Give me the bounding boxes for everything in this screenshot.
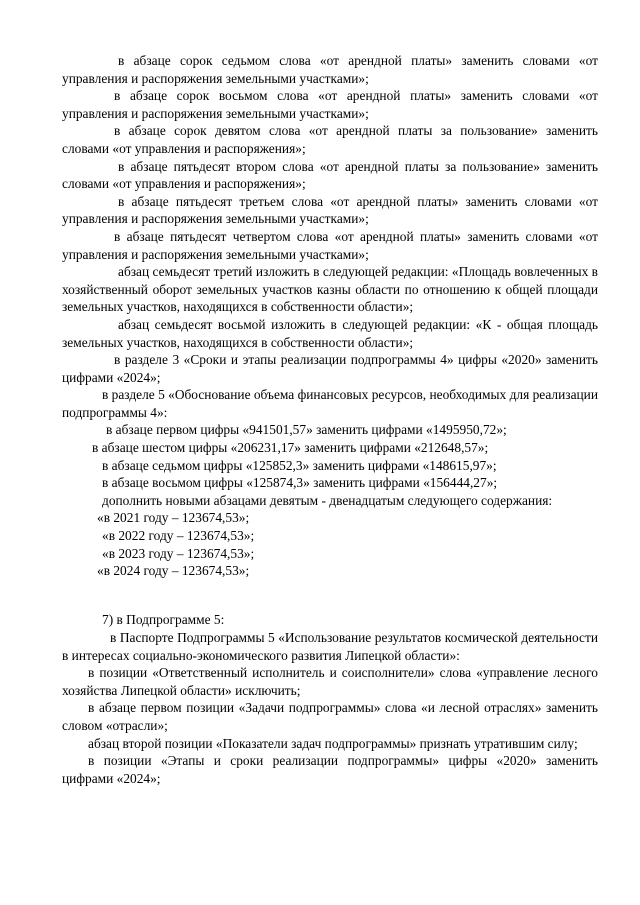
quote-line: «в 2021 году – 123674,53»;: [97, 510, 250, 526]
quote-line: «в 2023 году – 123674,53»;: [102, 545, 255, 561]
section-heading: 7) в Подпрограмме 5:: [102, 612, 225, 628]
paragraph: в абзаце сорок седьмом слова «от арендной платы» заменить словами «от управления и распоряжения земельными участками»;: [62, 53, 598, 86]
paragraph: в абзаце первом позиции «Задачи подпрограммы» слова «и лесной отраслях» заменить словом «отрасли»;: [62, 700, 598, 733]
paragraph: в абзаце первом цифры «941501,57» заменить цифрами «1495950,72»;: [106, 422, 507, 438]
paragraph: в разделе 3 «Сроки и этапы реализации подпрограммы 4» цифры «2020» заменить цифрами «2024»;: [62, 352, 598, 385]
paragraph: в Паспорте Подпрограммы 5 «Использование результатов космической деятельности в интересах социально-экономического развития Липецкой области»:: [62, 630, 598, 663]
spacer: [62, 597, 598, 611]
paragraph: абзац второй позиции «Показатели задач подпрограммы» признать утратившим силу;: [88, 735, 578, 751]
spacer: [62, 580, 598, 598]
paragraph: в абзаце седьмом цифры «125852,3» заменить цифрами «148615,97»;: [102, 457, 497, 473]
paragraph: в абзаце пятьдесят третьем слова «от арендной платы» заменить словами «от управления и распоряжения земельными участками»;: [62, 193, 598, 227]
paragraph: в абзаце восьмом цифры «125874,3» заменить цифрами «156444,27»;: [102, 475, 498, 491]
quote-line: «в 2024 году – 123674,53»;: [97, 563, 250, 579]
paragraph: в абзаце шестом цифры «206231,17» заменить цифрами «212648,57»;: [92, 440, 489, 456]
paragraph: в позиции «Этапы и сроки реализации подпрограммы» цифры «2020» заменить цифрами «2024»;: [62, 753, 598, 786]
paragraph: в разделе 5 «Обоснование объема финансовых ресурсов, необходимых для реализации подпрограммы 4»:: [62, 387, 599, 420]
paragraph: в абзаце сорок восьмом слова «от арендной платы» заменить словами «от управления и распоряжения земельными участками»;: [62, 88, 598, 121]
quote-line: «в 2022 году – 123674,53»;: [102, 528, 255, 544]
paragraph: в позиции «Ответственный исполнитель и соисполнители» слова «управление лесного хозяйства Липецкой области» исключить;: [62, 665, 598, 698]
paragraph: в абзаце сорок девятом слова «от арендной платы за пользование» заменить словами «от управления и распоряжения»;: [62, 123, 598, 156]
paragraph: в абзаце пятьдесят четвертом слова «от арендной платы» заменить словами «от управления и распоряжения земельными участками»;: [62, 228, 598, 262]
paragraph: дополнить новыми абзацами девятым - двенадцатым следующего содержания:: [102, 492, 553, 508]
paragraph: абзац семьдесят восьмой изложить в следующей редакции: «К - общая площадь земельных участков, находящихся в собственности области»;: [62, 316, 598, 350]
document-page: [62, 52, 598, 787]
paragraph: абзац семьдесят третий изложить в следующей редакции: «Площадь вовлеченных в хозяйственный оборот земельных участков казны области по отношению к общей площади земельных участков, находящихся в собственности области»;: [62, 264, 598, 315]
paragraph: в абзаце пятьдесят втором слова «от арендной платы за пользование» заменить словами «от управления и распоряжения»;: [62, 158, 598, 192]
